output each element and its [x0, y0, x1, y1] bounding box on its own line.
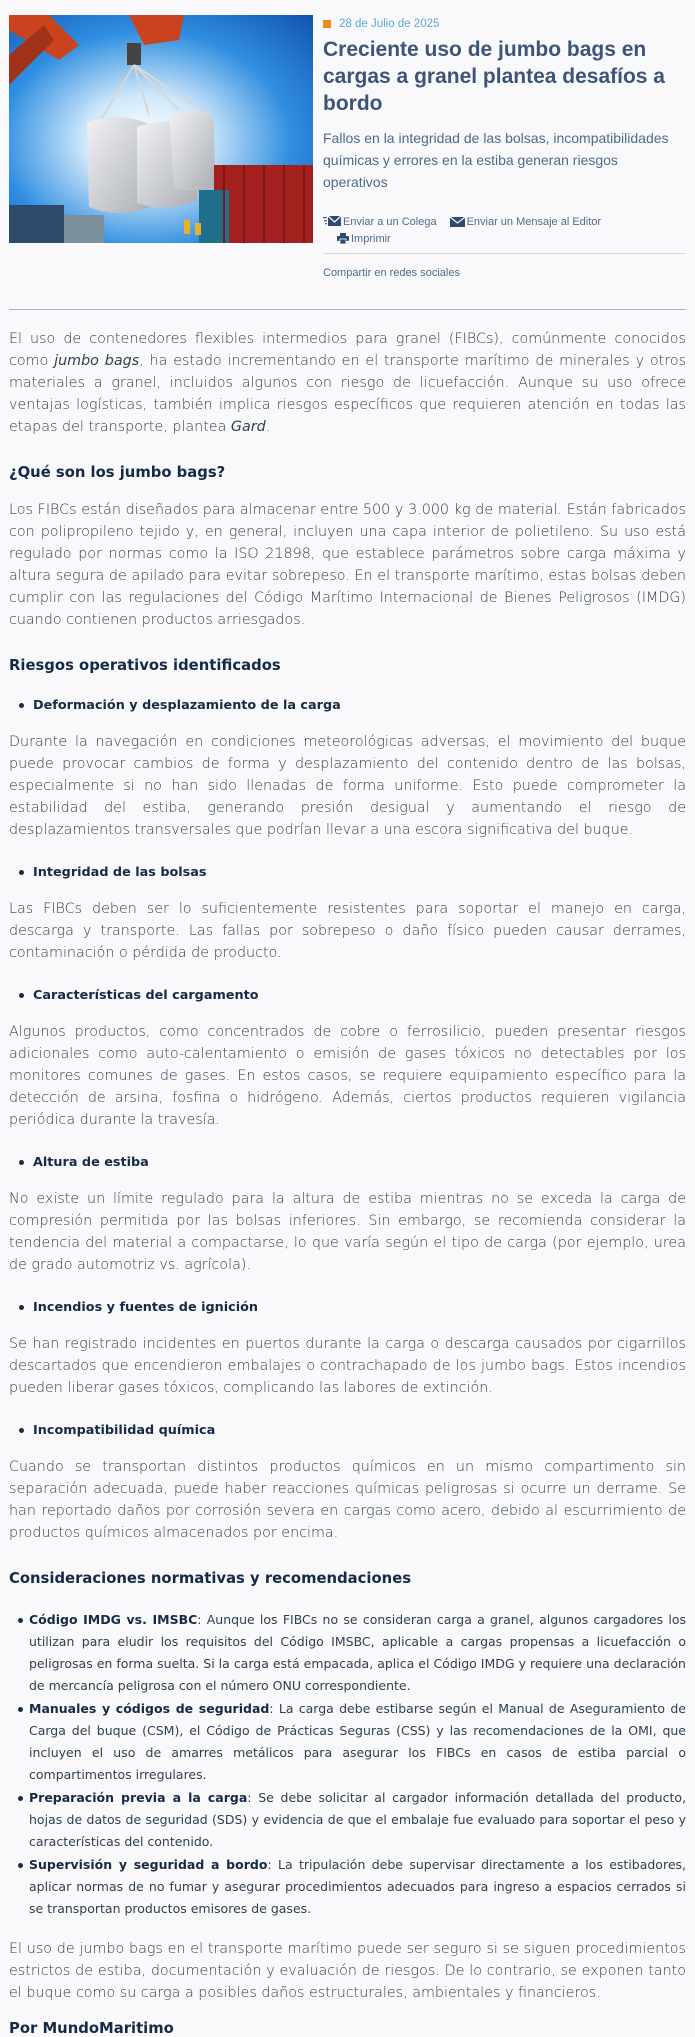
risk-item — [9, 988, 686, 1131]
article-header — [9, 0, 686, 279]
risk-text: Durante la navegación en condiciones meteorológicas adversas, el movimiento del buque puede provocar cambios de forma y desplazamiento del contenido dentro de las bolsas, especialmente si no han sido llenadas de forma uniforme. Esto puede comprometer la estabilidad del estiba, generando presión desigual y aumentando el riesgo de desplazamientos transversales que podrían llevar a una escora significativa del buque. — [9, 734, 686, 838]
article-title: Creciente uso de jumbo bags en cargas a granel plantea desafíos a bordo — [323, 38, 665, 115]
byline: Por MundoMaritimo — [9, 2020, 174, 2037]
risk-text: No existe un límite regulado para la altura de estiba mientras no se exceda la carga de compresión permitida por las bolsas inferiores. Sin embargo, se recomienda considerar la tendencia del material a compactarse, lo que varía según el tipo de carga (por ejemplo, urea de grado automotriz vs. agrícola). — [9, 1191, 686, 1273]
risk-title: Altura de estiba — [33, 1155, 149, 1170]
send-to-colleague-label: Enviar a un Colega — [343, 215, 437, 228]
date-marker-icon — [323, 20, 331, 28]
article-date: 28 de Julio de 2025 — [339, 18, 440, 30]
bullet-icon — [19, 993, 24, 998]
risk-item — [9, 1300, 686, 1399]
risk-title: Incompatibilidad química — [33, 1423, 216, 1438]
printer-icon — [337, 233, 349, 244]
send-to-editor-link[interactable] — [450, 216, 602, 228]
send-to-editor-label: Enviar un Mensaje al Editor — [466, 215, 602, 228]
section-heading-regulations: Consideraciones normativas y recomendaciones — [9, 1570, 412, 1587]
bullet-icon — [19, 870, 24, 875]
article-subtitle: Fallos en la integridad de las bolsas, incompatibilidades químicas y errores en la estiba generan riesgos operativos — [323, 130, 669, 190]
risk-item — [9, 865, 686, 964]
article-actions — [323, 213, 686, 279]
list-item: Preparación previa a la carga: Se debe solicitar al cargador información detallada del producto, hojas de datos de seguridad (SDS) y evidencia de que el embalaje fue evaluado para soportar el peso y características del contenido. — [9, 1787, 686, 1853]
bullet-icon — [19, 1428, 24, 1433]
risk-text: Algunos productos, como concentrados de cobre o ferrosilicio, pueden presentar riesgos adicionales como auto-calentamiento o emisión de gases tóxicos no detectables por los monitores comunes de gases. En estos casos, se requiere equipamiento específico para la detección de arsina, fosfina o hidrógeno. Además, ciertos productos requieren vigilancia periódica durante la travesía. — [9, 1024, 686, 1128]
section-heading-what-are: ¿Qué son los jumbo bags? — [9, 464, 226, 481]
what-are-paragraph: Los FIBCs están diseñados para almacenar entre 500 y 3.000 kg de material. Están fabricados con polipropileno tejido y, en general, incluyen una capa interior de polietileno. Su uso está regulado por normas como la ISO 21898, que establece parámetros sobre carga máxima y altura segura de apilado para evitar sobrepeso. En el transporte marítimo, estas bolsas deben cumplir con las regulaciones del Código Marítimo Internacional de Bienes Peligrosos (IMDG) cuando contienen productos arriesgados. — [9, 502, 686, 628]
mail-icon — [450, 217, 465, 227]
risk-title: Deformación y desplazamiento de la carga — [33, 698, 341, 713]
closing-paragraph: El uso de jumbo bags en el transporte marítimo puede ser seguro si se siguen procedimientos estrictos de estiba, documentación y evaluación de riesgos. De lo contrario, se exponen tanto el buque como su carga a posibles daños estructurales, ambientales y financieros. — [9, 1941, 686, 2001]
risk-title: Incendios y fuentes de ignición — [33, 1300, 259, 1315]
recommendations-list — [9, 1609, 686, 1920]
send-to-colleague-link[interactable] — [323, 216, 437, 228]
list-item: Supervisión y seguridad a bordo: La tripulación debe supervisar directamente a los estibadores, aplicar normas de no fumar y asegurar procedimientos adecuados para ingreso a espacios cerrados si se transportan productos emisores de gases. — [9, 1854, 686, 1920]
list-item: Código IMDG vs. IMSBC: Aunque los FIBCs no se consideran carga a granel, algunos cargadores los utilizan para eludir los requisitos del Código IMSBC, aplicable a cargas propensas a licuefacción o peligrosas en forma suelta. Si la carga está empacada, aplica el Código IMDG y requiere una declaración de mercancía peligrosa con el número ONU correspondiente. — [9, 1609, 686, 1697]
share-social-link[interactable]: Compartir en redes sociales — [323, 253, 686, 279]
bullet-icon — [19, 703, 24, 708]
header-divider — [9, 309, 686, 310]
bullet-icon — [19, 1160, 24, 1165]
forward-mail-icon — [323, 216, 341, 227]
date-row — [323, 15, 686, 33]
risk-item — [9, 1155, 686, 1276]
risk-text: Cuando se transportan distintos productos químicos en un mismo compartimento sin separación adecuada, puede haber reacciones químicas peligrosas si ocurre un derrame. Se han reportado daños por corrosión severa en cargas como acero, debido al escurrimiento de productos químicos almacenados por encima. — [9, 1459, 686, 1541]
print-label: Imprimir — [351, 232, 391, 245]
list-item: Manuales y códigos de seguridad: La carga debe estibarse según el Manual de Aseguramiento de Carga del buque (CSM), el Código de Prácticas Seguras (CSS) y las recomendaciones de la OMI, que incluyen el uso de amarres metálicos para asegurar los FIBCs en casos de estiba parcial o compartimentos irregulares. — [9, 1698, 686, 1786]
print-link[interactable] — [337, 233, 391, 245]
risk-item — [9, 1423, 686, 1544]
risk-item — [9, 698, 686, 841]
article-info — [313, 15, 686, 279]
risk-title: Características del cargamento — [33, 988, 259, 1003]
intro-paragraph: El uso de contenedores flexibles intermedios para granel (FIBCs), comúnmente conocidos como jumbo bags, ha estado incrementando en el transporte marítimo de minerales y otros materiales a granel, incluidos algunos con riesgo de licuefacción. Aunque su uso ofrece ventajas logísticas, también implica riesgos específicos que requieren atención en todas las etapas del transporte, plantea Gard. — [9, 331, 687, 435]
hero-image — [9, 15, 313, 243]
bullet-icon — [19, 1305, 24, 1310]
risk-text: Las FIBCs deben ser lo suficientemente resistentes para soportar el manejo en carga, descarga y transporte. Las fallas por sobrepeso o daño físico pueden causar derrames, contaminación o pérdida de producto. — [9, 901, 686, 961]
risk-text: Se han registrado incidentes en puertos durante la carga o descarga causados por cigarrillos descartados que encendieron embalajes o contrachapado de los jumbo bags. Estos incendios pueden liberar gases tóxicos, complicando las labores de extinción. — [9, 1336, 686, 1396]
risk-title: Integridad de las bolsas — [33, 865, 207, 880]
section-heading-risks: Riesgos operativos identificados — [9, 657, 281, 674]
